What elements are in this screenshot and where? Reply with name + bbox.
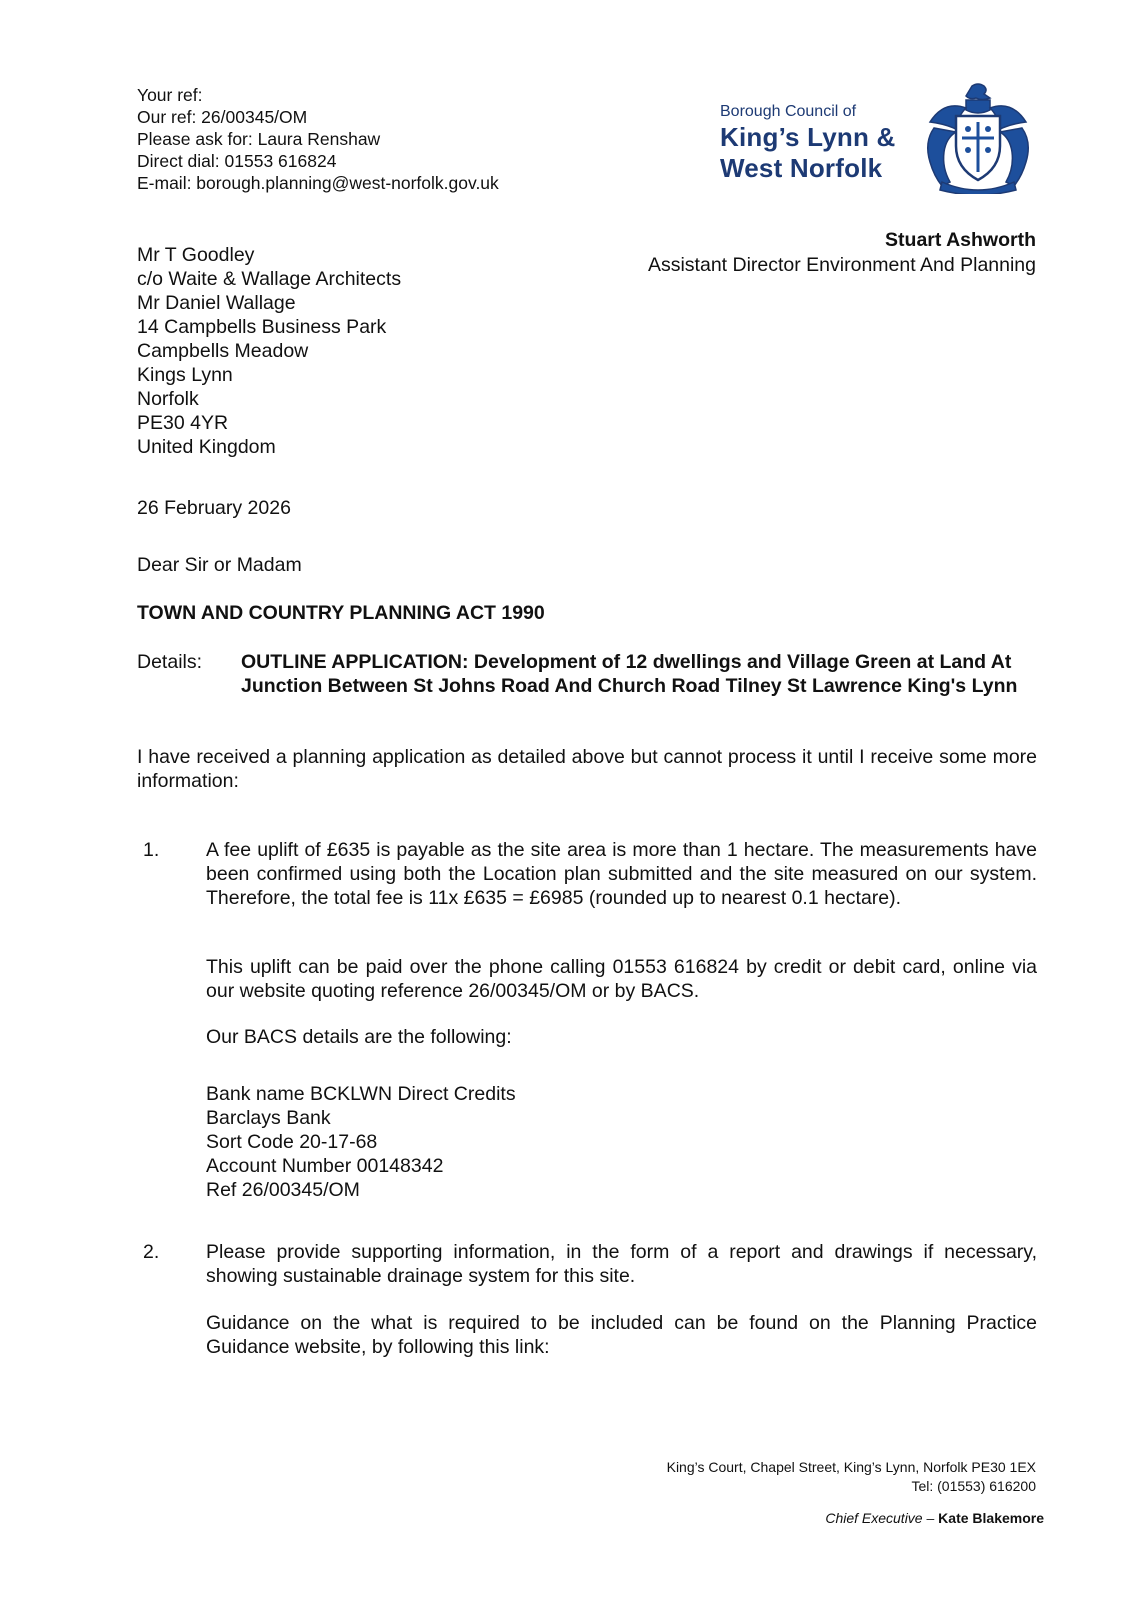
logo-text (720, 102, 895, 184)
address-line: Mr T Goodley (137, 244, 255, 266)
item-paragraph: Please provide supporting information, in the form of a report and drawings if necessary, showing sustainable drainage system for this site. (206, 1241, 1037, 1287)
logo-line-2: King’s Lynn & (720, 122, 896, 152)
address-line: Campbells Meadow (137, 340, 309, 362)
greeting: Dear Sir or Madam (137, 554, 302, 576)
address-line: Kings Lynn (137, 364, 233, 386)
email: E-mail: borough.planning@west-norfolk.gov.uk (137, 173, 499, 193)
address-line: Norfolk (137, 388, 199, 410)
address-line: 14 Campbells Business Park (137, 316, 387, 338)
address-line: Mr Daniel Wallage (137, 292, 296, 314)
chief-executive-name: Kate Blakemore (938, 1510, 1044, 1526)
reference-block (137, 84, 499, 194)
footer-tel: Tel: (01553) 616200 (911, 1478, 1036, 1494)
bacs-line: Ref 26/00345/OM (206, 1179, 360, 1201)
details-label: Details: (137, 651, 203, 673)
item-paragraph: Guidance on the what is required to be included can be found on the Planning Practice Guidance website, by following this link: (206, 1312, 1037, 1358)
address-line: PE30 4YR (137, 412, 229, 434)
intro-paragraph: I have received a planning application as detailed above but cannot process it until I receive some more information: (137, 746, 1037, 792)
details-text: OUTLINE APPLICATION: Development of 12 dwellings and Village Green at Land At Junction Between St Johns Road And Church Road Tilney St Lawrence King's Lynn (241, 651, 1018, 697)
bacs-line: Bank name BCKLWN Direct Credits (206, 1083, 516, 1105)
item-paragraph: A fee uplift of £635 is payable as the site area is more than 1 hectare. The measurements have been confirmed using both the Location plan submitted and the site measured on our system. Therefore, the total fee is 11x £635 = £6985 (rounded up to nearest 0.1 hectare). (206, 839, 1037, 909)
address-line: c/o Waite & Wallage Architects (137, 268, 402, 290)
signatory-block (648, 228, 1036, 278)
footer-chief-executive (825, 1509, 1044, 1527)
item-number: 1. (143, 839, 160, 861)
signatory-title: Assistant Director Environment And Planning (647, 254, 1036, 276)
council-crest-icon (920, 82, 1036, 194)
bacs-line: Sort Code 20-17-68 (206, 1131, 378, 1153)
bacs-details (206, 1082, 516, 1202)
chief-executive-role: Chief Executive – (825, 1510, 935, 1526)
footer-street: King’s Court, Chapel Street, King’s Lynn, Norfolk PE30 1EX (666, 1459, 1036, 1475)
item-number: 2. (143, 1241, 160, 1263)
signatory-name: Stuart Ashworth (885, 229, 1036, 251)
recipient-address (137, 243, 401, 459)
letter-date: 26 February 2026 (137, 497, 291, 519)
logo-line-1: Borough Council of (720, 103, 857, 120)
our-ref: Our ref: 26/00345/OM (137, 107, 308, 127)
bacs-line: Barclays Bank (206, 1107, 331, 1129)
council-logo (720, 82, 1036, 194)
item-paragraph: This uplift can be paid over the phone calling 01553 616824 by credit or debit card, online via our website quoting reference 26/00345/OM or by BACS. (206, 956, 1037, 1002)
direct-dial: Direct dial: 01553 616824 (137, 151, 337, 171)
item-paragraph: Our BACS details are the following: (206, 1026, 512, 1048)
bacs-line: Account Number 00148342 (206, 1155, 444, 1177)
your-ref: Your ref: (137, 85, 203, 105)
address-line: United Kingdom (137, 436, 276, 458)
footer-address (667, 1458, 1036, 1496)
ask-for: Please ask for: Laura Renshaw (137, 129, 381, 149)
act-heading: TOWN AND COUNTRY PLANNING ACT 1990 (137, 602, 545, 624)
logo-line-3: West Norfolk (720, 153, 883, 183)
